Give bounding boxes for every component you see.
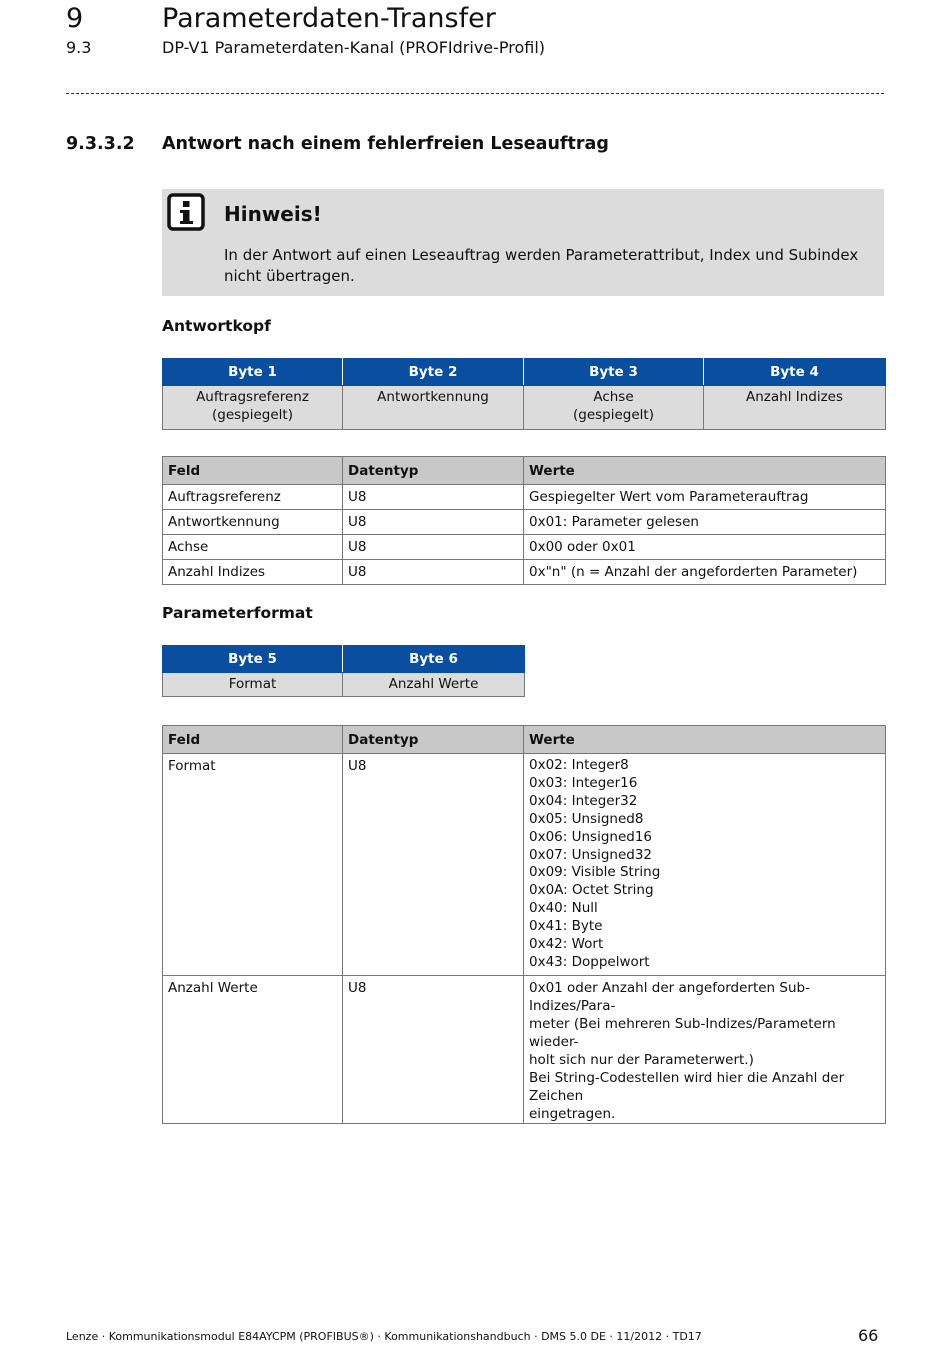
byte-header: Byte 4	[704, 359, 886, 386]
datentyp-cell: U8	[343, 535, 524, 560]
werte-cell: 0x00 oder 0x01	[524, 535, 886, 560]
column-header: Datentyp	[343, 726, 524, 754]
chapter-number: 9	[66, 3, 84, 34]
byte-header: Byte 3	[524, 359, 704, 386]
werte-cell: Gespiegelter Wert vom Parameterauftrag	[524, 485, 886, 510]
chapter-title: Parameterdaten-Transfer	[162, 3, 496, 34]
format-value: 0x40: Null	[529, 900, 598, 917]
feld-cell: Auftragsreferenz	[163, 485, 343, 510]
format-value: 0x09: Visible String	[529, 864, 661, 881]
antwortkopf-byte-table	[162, 358, 886, 430]
werte-cell: 0x01: Parameter gelesen	[524, 510, 886, 535]
byte-cell-line: (gespiegelt)	[573, 407, 654, 423]
section-title: DP-V1 Parameterdaten-Kanal (PROFIdrive-Profil)	[162, 38, 546, 57]
section-number: 9.3	[66, 38, 92, 57]
byte-cell	[163, 386, 343, 430]
byte-header: Byte 5	[163, 646, 343, 673]
werte-line: 0x01 oder Anzahl der angeforderten Sub-Indizes/Para-	[529, 980, 810, 1014]
column-header: Datentyp	[343, 457, 524, 485]
column-header: Werte	[524, 457, 886, 485]
byte-cell-line: Achse	[593, 389, 634, 405]
note-heading: Hinweis!	[224, 202, 322, 226]
byte-cell	[343, 386, 524, 430]
byte-cell-line: Anzahl Indizes	[745, 389, 844, 405]
subsection-number: 9.3.3.2	[66, 134, 135, 154]
format-value: 0x06: Unsigned16	[529, 828, 652, 845]
werte-cell	[524, 976, 886, 1124]
werte-cell	[524, 754, 886, 976]
note-text: In der Antwort auf einen Leseauftrag werden Parameterattribut, Index und Subindex nicht übertragen.	[224, 246, 859, 285]
datentyp-cell: U8	[343, 510, 524, 535]
format-value: 0x07: Unsigned32	[529, 846, 652, 863]
feld-cell: Anzahl Indizes	[163, 560, 343, 585]
byte-cell: Anzahl Werte	[343, 673, 525, 697]
byte-cell-line: (gespiegelt)	[212, 407, 293, 423]
byte-header: Byte 6	[343, 646, 525, 673]
feld-cell: Achse	[163, 535, 343, 560]
table-row	[163, 560, 886, 585]
subsection-title: Antwort nach einem fehlerfreien Leseauftrag	[162, 134, 609, 154]
footer-text: Lenze · Kommunikationsmodul E84AYCPM (PROFIBUS®) · Kommunikationshandbuch · DMS 5.0 DE · 11/2012 · TD17	[66, 1330, 702, 1343]
table-row	[163, 485, 886, 510]
column-header: Feld	[163, 457, 343, 485]
byte-cell-line: Antwortkennung	[377, 389, 489, 405]
antwortkopf-heading: Antwortkopf	[162, 317, 271, 335]
werte-line: holt sich nur der Parameterwert.)	[529, 1052, 754, 1068]
table-row	[163, 754, 886, 976]
datentyp-cell: U8	[343, 754, 524, 976]
column-header: Feld	[163, 726, 343, 754]
page-number: 66	[858, 1326, 879, 1345]
parameterformat-field-table	[162, 725, 886, 1124]
parameterformat-heading: Parameterformat	[162, 604, 313, 622]
byte-cell	[524, 386, 704, 430]
byte-cell	[704, 386, 886, 430]
header-divider	[66, 88, 884, 98]
datentyp-cell: U8	[343, 560, 524, 585]
datentyp-cell: U8	[343, 976, 524, 1124]
antwortkopf-field-table	[162, 456, 886, 585]
feld-cell: Antwortkennung	[163, 510, 343, 535]
feld-cell: Anzahl Werte	[163, 976, 343, 1124]
byte-cell-line: Auftragsreferenz	[196, 389, 309, 405]
format-value: 0x05: Unsigned8	[529, 810, 644, 827]
feld-cell: Format	[163, 754, 343, 976]
werte-line: eingetragen.	[529, 1106, 616, 1122]
werte-line: Bei String-Codestellen wird hier die Anzahl der Zeichen	[529, 1070, 845, 1104]
column-header: Werte	[524, 726, 886, 754]
format-value: 0x03: Integer16	[529, 774, 638, 791]
format-value: 0x43: Doppelwort	[529, 953, 650, 970]
table-row	[163, 510, 886, 535]
byte-cell: Format	[163, 673, 343, 697]
format-value: 0x42: Wort	[529, 936, 604, 953]
table-row	[163, 535, 886, 560]
format-value: 0x04: Integer32	[529, 792, 638, 809]
werte-cell: 0x"n" (n = Anzahl der angeforderten Parameter)	[524, 560, 886, 585]
byte-header: Byte 2	[343, 359, 524, 386]
format-value: 0x02: Integer8	[529, 757, 629, 773]
format-value: 0x41: Byte	[529, 918, 603, 935]
format-value: 0x0A: Octet String	[529, 882, 654, 899]
datentyp-cell: U8	[343, 485, 524, 510]
parameterformat-byte-table	[162, 645, 525, 697]
note-box	[162, 189, 884, 296]
werte-line: meter (Bei mehreren Sub-Indizes/Parametern wieder-	[529, 1016, 836, 1050]
info-icon	[167, 193, 205, 231]
table-row	[163, 976, 886, 1124]
byte-header: Byte 1	[163, 359, 343, 386]
